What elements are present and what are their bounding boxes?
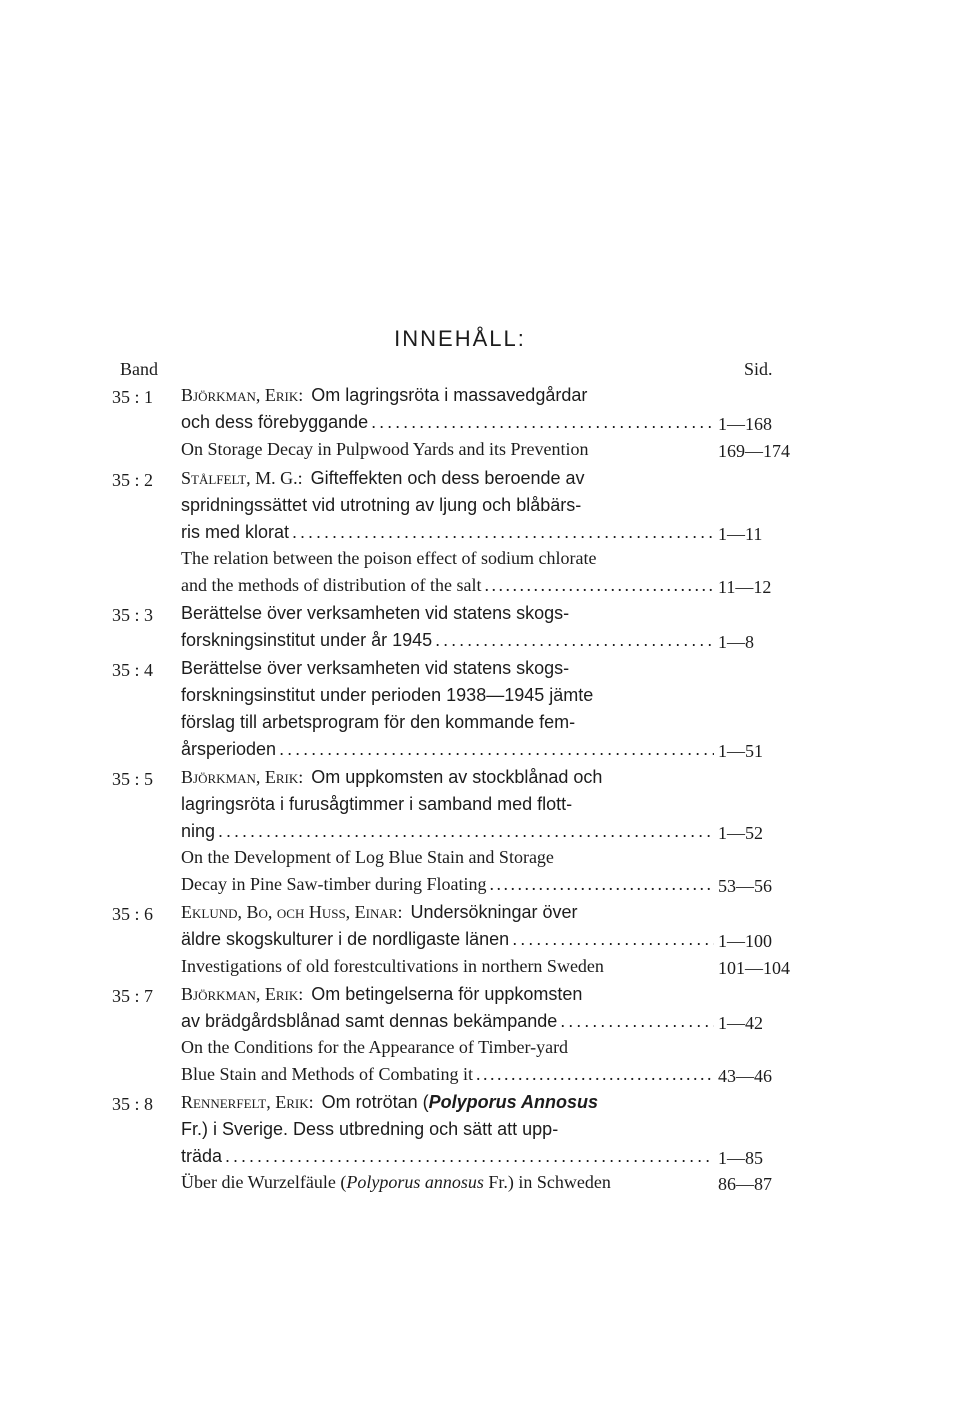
volume-number: 35 : 8 xyxy=(112,1094,154,1114)
author-name: Björkman, Erik: xyxy=(181,767,304,787)
leader-dots xyxy=(279,739,714,760)
page-range: 86—87 xyxy=(718,1174,772,1194)
toc-line xyxy=(0,792,960,818)
page-title: INNEHÅLL: xyxy=(394,326,526,351)
entry-translation: On Storage Decay in Pulpwood Yards and its Prevention xyxy=(181,439,589,459)
entry-translation: Fr.) in Schweden xyxy=(483,1172,611,1192)
volume-number: 35 : 1 xyxy=(112,387,154,407)
entry-title: forskningsinstitut under år 1945 xyxy=(181,630,433,650)
entry-title: förslag till arbetsprogram för den kommande fem- xyxy=(181,712,576,732)
author-name: Rennerfelt, Erik: xyxy=(181,1092,314,1112)
entry-title: Gifteffekten och dess beroende av xyxy=(310,468,585,488)
species-name: Polyporus annosus xyxy=(346,1172,484,1192)
leader-dots xyxy=(225,1146,714,1167)
entry-title: Undersökningar över xyxy=(410,902,578,922)
volume-number: 35 : 7 xyxy=(112,986,154,1006)
toc-line xyxy=(0,1117,960,1143)
page-range: 1—85 xyxy=(718,1148,763,1168)
page-range: 1—51 xyxy=(718,741,763,761)
page-range: 169—174 xyxy=(718,441,790,461)
toc-line xyxy=(0,493,960,519)
entry-translation: The relation between the poison effect of sodium chlorate xyxy=(181,548,597,568)
leader-dots xyxy=(560,1011,714,1032)
toc-line xyxy=(0,1144,960,1170)
band-column-header: Band xyxy=(120,359,158,379)
toc-line xyxy=(0,683,960,709)
author-name: Stålfelt, M. G.: xyxy=(181,468,303,488)
toc-line xyxy=(0,437,960,463)
entry-title: av brädgårdsblånad samt dennas bekämpande xyxy=(181,1011,558,1031)
species-name: Polyporus Annosus xyxy=(428,1092,598,1112)
page-range: 53—56 xyxy=(718,876,772,896)
page-range: 1—52 xyxy=(718,823,763,843)
toc-line xyxy=(0,546,960,572)
toc-line xyxy=(0,1009,960,1035)
leader-dots xyxy=(371,412,714,433)
page-column-header: Sid. xyxy=(744,359,773,379)
toc-entry-35-2 xyxy=(0,466,960,492)
entry-title: Om betingelserna för uppkomsten xyxy=(311,984,583,1004)
toc-entry-35-8 xyxy=(0,1090,960,1116)
page-range: 43—46 xyxy=(718,1066,772,1086)
toc-line xyxy=(0,1170,960,1196)
toc-line xyxy=(0,872,960,898)
author-name: Björkman, Erik: xyxy=(181,984,304,1004)
leader-dots xyxy=(292,522,714,543)
entry-title: Om lagringsröta i massavedgårdar xyxy=(311,385,588,405)
page-range: 1—42 xyxy=(718,1013,763,1033)
author-name: Eklund, Bo, och Huss, Einar: xyxy=(181,902,403,922)
toc-line xyxy=(0,628,960,654)
toc-line xyxy=(0,520,960,546)
toc-line xyxy=(0,737,960,763)
toc-entry-35-1 xyxy=(0,383,960,409)
entry-translation: Decay in Pine Saw-timber during Floating xyxy=(181,874,487,894)
entry-title: och dess förebyggande xyxy=(181,412,369,432)
toc-entry-35-6 xyxy=(0,900,960,926)
entry-translation: and the methods of distribution of the salt xyxy=(181,575,482,595)
leader-dots xyxy=(435,630,714,651)
page-range: 1—8 xyxy=(718,632,754,652)
page-range: 1—100 xyxy=(718,931,772,951)
volume-number: 35 : 5 xyxy=(112,769,154,789)
entry-title: forskningsinstitut under perioden 1938—1945 jämte xyxy=(181,685,594,705)
toc-line xyxy=(0,1035,960,1061)
entry-title: Om uppkomsten av stockblånad och xyxy=(311,767,603,787)
entry-title: äldre skogskulturer i de nordligaste länen xyxy=(181,929,510,949)
toc-line xyxy=(0,954,960,980)
toc-entry-35-3 xyxy=(0,601,960,627)
entry-title: spridningssättet vid utrotning av ljung och blåbärs- xyxy=(181,495,582,515)
entry-title: träda xyxy=(181,1146,223,1166)
volume-number: 35 : 2 xyxy=(112,470,154,490)
entry-title: ris med klorat xyxy=(181,522,290,542)
toc-line xyxy=(0,573,960,599)
page-range: 11—12 xyxy=(718,577,772,597)
leader-dots xyxy=(218,821,714,842)
toc-entry-35-5 xyxy=(0,765,960,791)
volume-number: 35 : 3 xyxy=(112,605,154,625)
toc-line xyxy=(0,819,960,845)
toc-line xyxy=(0,927,960,953)
leader-dots xyxy=(484,575,714,596)
toc-line xyxy=(0,710,960,736)
entry-translation: On the Conditions for the Appearance of Timber-yard xyxy=(181,1037,569,1057)
entry-title: lagringsröta i furusågtimmer i samband med flott- xyxy=(181,794,573,814)
entry-translation: On the Development of Log Blue Stain and Storage xyxy=(181,847,554,867)
toc-line xyxy=(0,410,960,436)
entry-translation: Über die Wurzelfäule ( xyxy=(181,1172,347,1192)
entry-translation: Blue Stain and Methods of Combating it xyxy=(181,1064,473,1084)
volume-number: 35 : 4 xyxy=(112,660,154,680)
leader-dots xyxy=(476,1064,714,1085)
volume-number: 35 : 6 xyxy=(112,904,154,924)
toc-line xyxy=(0,1062,960,1088)
entry-title: Berättelse över verksamheten vid statens skogs- xyxy=(181,658,570,678)
page-range: 101—104 xyxy=(718,958,790,978)
leader-dots xyxy=(489,874,714,895)
toc-entry-35-7 xyxy=(0,982,960,1008)
leader-dots xyxy=(512,929,714,950)
entry-translation: Investigations of old forestcultivations in northern Sweden xyxy=(181,956,604,976)
entry-title: ning xyxy=(181,821,216,841)
toc-entry-35-4 xyxy=(0,656,960,682)
entry-title: Fr.) i Sverige. Dess utbredning och sätt att upp- xyxy=(181,1119,559,1139)
author-name: Björkman, Erik: xyxy=(181,385,304,405)
entry-title: Om rotrötan ( xyxy=(321,1092,429,1112)
entry-title: Berättelse över verksamheten vid statens skogs- xyxy=(181,603,570,623)
entry-title: årsperioden xyxy=(181,739,277,759)
page-range: 1—168 xyxy=(718,414,772,434)
page-range: 1—11 xyxy=(718,524,763,544)
toc-line xyxy=(0,845,960,871)
